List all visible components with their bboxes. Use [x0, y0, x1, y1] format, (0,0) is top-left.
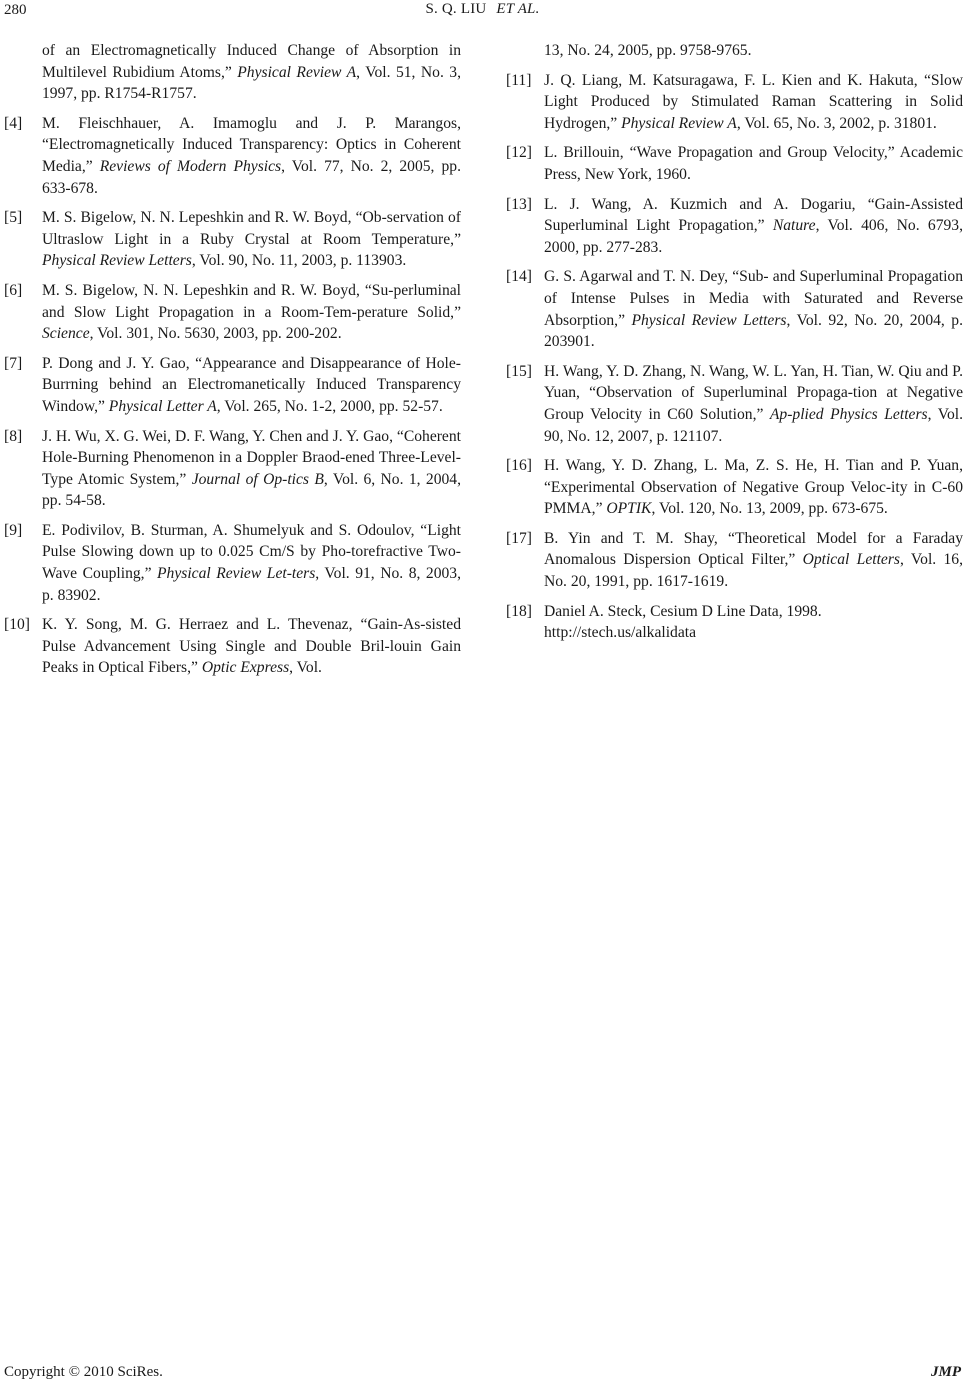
page-footer [0, 1364, 965, 1386]
reference-item [506, 142, 963, 185]
left-column [4, 40, 461, 687]
page-header [0, 0, 965, 24]
reference-number: [10] [4, 616, 30, 634]
reference-item [4, 353, 461, 418]
reference-number: [9] [4, 521, 23, 539]
reference-item [506, 194, 963, 259]
reference-text: L. J. Wang, A. Kuzmich and A. Dogariu, “Gain-Assisted Superluminal Light Propagation,” Nature, Vol. 406, No. 6793, 2000, pp. 277-283. [544, 195, 963, 256]
journal-name: Optic Express [201, 659, 290, 677]
reference-number: [12] [506, 144, 532, 162]
journal-name: Physical Review Letters [631, 311, 787, 329]
reference-number: [17] [506, 529, 532, 547]
running-title-authors: S. Q. LIU [425, 1, 487, 17]
reference-text: J. Q. Liang, M. Katsuragawa, F. L. Kien and K. Hakuta, “Slow Light Produced by Stimulated Raman Scattering in Solid Hydrogen,” Physical Review A, Vol. 65, No. 3, 2002, p. 31801. [544, 71, 963, 132]
reference-number: [7] [4, 354, 23, 372]
reference-item [4, 280, 461, 345]
reference-text: P. Dong and J. Y. Gao, “Appearance and Disappearance of Hole-Burrning behind an Electromanetically Induced Transparency Window,” Physical Letter A, Vol. 265, No. 1-2, 2000, pp. 52-57. [42, 354, 461, 415]
reference-item [4, 113, 461, 199]
reference-number: [13] [506, 195, 532, 213]
reference-number: [4] [4, 114, 23, 132]
reference-text: H. Wang, Y. D. Zhang, L. Ma, Z. S. He, H. Tian and P. Yuan, “Experimental Observation of Negative Group Veloc-ity in C-60 PMMA,” OPTIK, Vol. 120, No. 13, 2009, pp. 673-675. [544, 457, 963, 518]
journal-name: Ap-plied Physics Letters [769, 405, 928, 423]
reference-text: M. Fleischhauer, A. Imamoglu and J. P. Marangos, “Electromagnetically Induced Transparency: Optics in Coherent Media,” Reviews of Modern Physics, Vol. 77, No. 2, 2005, pp. 633-678. [42, 114, 462, 197]
journal-abbreviation: JMP [931, 1364, 961, 1380]
reference-item [4, 614, 461, 679]
reference-item [506, 70, 963, 135]
reference-item [506, 266, 963, 352]
reference-item [506, 455, 963, 520]
reference-number: [16] [506, 457, 532, 475]
reference-continuation: of an Electromagnetically Induced Change of Absorption in Multilevel Rubidium Atoms,” Physical Review A, Vol. 51, No. 3, 1997, pp. R1754-R1757. [42, 42, 461, 103]
copyright-notice: Copyright © 2010 SciRes. [4, 1364, 163, 1380]
reference-text: L. Brillouin, “Wave Propagation and Group Velocity,” Academic Press, New York, 1960. [544, 144, 963, 183]
journal-name: Nature [772, 217, 816, 235]
journal-name: Physical Review Letters [42, 252, 192, 270]
right-column [506, 40, 963, 652]
reference-number: [8] [4, 427, 23, 445]
reference-continuation: 13, No. 24, 2005, pp. 9758-9765. [544, 42, 752, 59]
reference-item [506, 361, 963, 447]
reference-number: [11] [506, 71, 532, 89]
reference-item [506, 528, 963, 593]
journal-name: Physical Review A [621, 114, 737, 132]
reference-text: M. S. Bigelow, N. N. Lepeshkin and R. W. Boyd, “Su-perluminal and Slow Light Propagation in a Room-Tem-perature Solid,” Science, Vol. 301, No. 5630, 2003, pp. 200-202. [42, 281, 461, 343]
reference-number: [18] [506, 602, 532, 620]
reference-item [506, 601, 963, 644]
reference-item [4, 520, 461, 606]
reference-number: [14] [506, 268, 532, 286]
journal-name: Journal of Op-tics B [191, 470, 324, 488]
reference-text: J. H. Wu, X. G. Wei, D. F. Wang, Y. Chen and J. Y. Gao, “Coherent Hole-Burning Phenomenon in a Doppler Braod-ened Three-Level-Type Atomic System,” Journal of Op-tics B, Vol. 6, No. 1, 2004, pp. 54-58. [42, 427, 461, 510]
reference-item [4, 207, 461, 272]
reference-text: B. Yin and T. M. Shay, “Theoretical Model for a Faraday Anomalous Dispersion Optical Filter,” Optical Letters, Vol. 16, No. 20, 1991, pp. 1617-1619. [544, 529, 963, 591]
reference-item [4, 426, 461, 512]
running-title [0, 1, 965, 18]
journal-name: Physical Review Let-ters [157, 565, 316, 583]
reference-text: Daniel A. Steck, Cesium D Line Data, 1998. http://stech.us/alkalidata [544, 601, 963, 644]
journal-name: Optical Letters [802, 551, 900, 569]
reference-number: [15] [506, 362, 532, 380]
reference-text: E. Podivilov, B. Sturman, A. Shumelyuk and S. Odoulov, “Light Pulse Slowing down up to 0.025 Cm/S by Pho-torefractive Two-Wave Coupling,” Physical Review Let-ters, Vol. 91, No. 8, 2003, p. 83902. [42, 521, 461, 604]
reference-text: K. Y. Song, M. G. Herraez and L. Thevenaz, “Gain-As-sisted Pulse Advancement Using Single and Double Bril-louin Gain Peaks in Optical Fibers,” Optic Express, Vol. [42, 616, 461, 677]
reference-url[interactable]: http://stech.us/alkalidata [544, 624, 697, 642]
reference-number: [5] [4, 209, 23, 227]
journal-name: OPTIK [606, 500, 652, 518]
journal-name: Reviews of Modern Physics [99, 157, 282, 175]
reference-number: [6] [4, 281, 23, 299]
reference-text: M. S. Bigelow, N. N. Lepeshkin and R. W. Boyd, “Ob-servation of Ultraslow Light in a Ruby Crystal at Room Temperature,” Physical Review Letters, Vol. 90, No. 11, 2003, p. 113903. [42, 209, 461, 270]
running-title-et-al: ET AL. [496, 1, 540, 17]
page-number: 280 [4, 2, 27, 18]
journal-name: Physical Letter A [108, 397, 217, 415]
journal-name: Science [42, 325, 90, 343]
reference-text: G. S. Agarwal and T. N. Dey, “Sub- and Superluminal Propagation of Intense Pulses in Media with Saturated and Reverse Absorption,” Physical Review Letters, Vol. 92, No. 20, 2004, p. 203901. [544, 268, 963, 351]
reference-text: H. Wang, Y. D. Zhang, N. Wang, W. L. Yan, H. Tian, W. Qiu and P. Yuan, “Observation of Superluminal Propaga-tion at Negative Group Velocity in C60 Solution,” Ap-plied Physics Letters, Vol. 90, No. 12, 2007, p. 121107. [544, 362, 964, 445]
